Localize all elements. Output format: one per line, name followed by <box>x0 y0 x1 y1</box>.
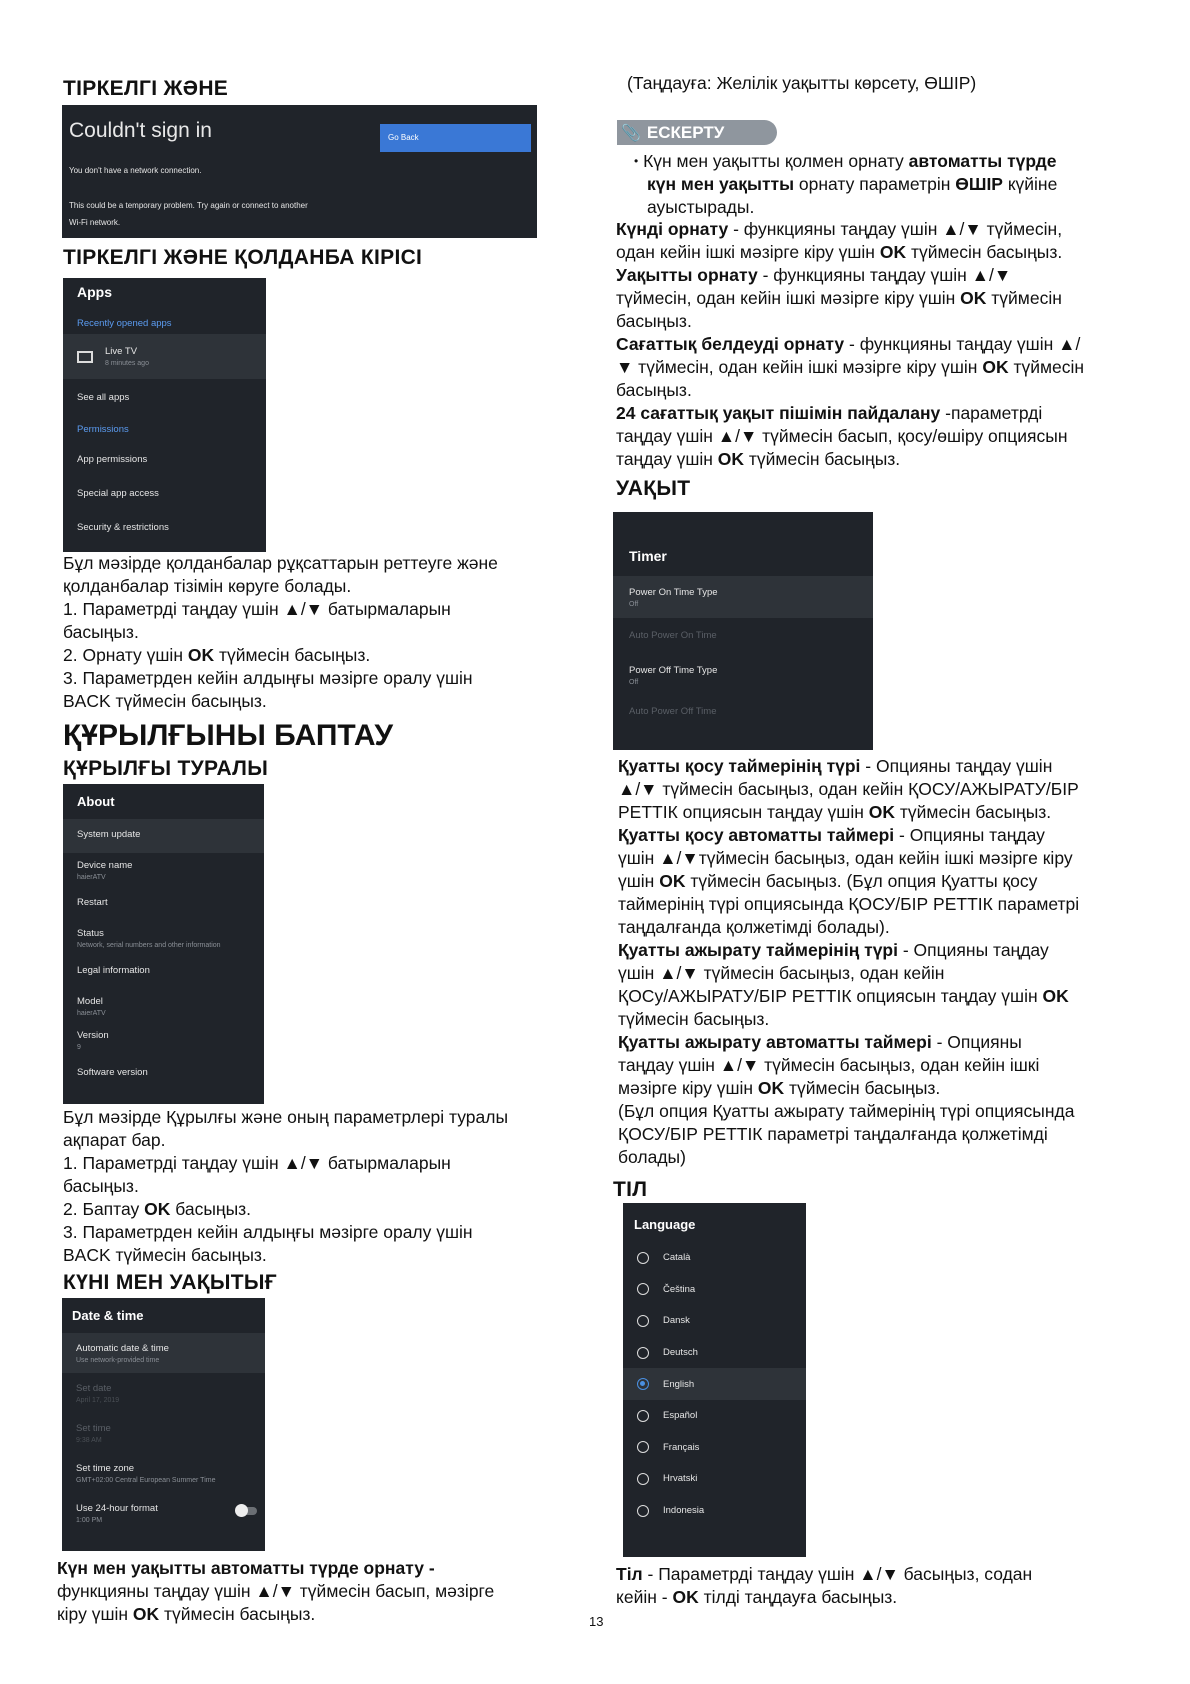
date-item-sub: 1:00 PM <box>76 1516 103 1524</box>
date-item-label: Set date <box>76 1382 112 1394</box>
about-step-3b: BACK түймесін басыңыз. <box>63 1245 267 1265</box>
date-item-label: Use 24-hour format <box>76 1502 158 1514</box>
radio-empty-icon[interactable] <box>637 1252 649 1264</box>
about-text-1: Бұл мәзірде Құрылғы және оның параметрлері туралы <box>63 1107 509 1127</box>
radio-empty-icon[interactable] <box>637 1283 649 1295</box>
language-option-label: Indonesia <box>663 1505 705 1517</box>
language-option[interactable] <box>623 1495 806 1527</box>
date-item-sub: April 17, 2019 <box>76 1396 120 1404</box>
language-option[interactable] <box>623 1274 806 1306</box>
language-option[interactable] <box>623 1337 806 1369</box>
language-option-label: English <box>663 1378 695 1390</box>
about-text-3: 1. Параметрді таңдау үшін ▲/▼ батырмаларын <box>63 1153 451 1173</box>
language-option-label: Čeština <box>663 1283 696 1295</box>
apps-header: Apps <box>77 284 112 300</box>
heading-device-setup: ҚҰРЫЛҒЫНЫ БАПТАУ <box>63 719 394 752</box>
timer-header: Timer <box>629 548 667 564</box>
live-tv-item[interactable] <box>63 334 266 379</box>
apps-description <box>63 552 563 713</box>
note-badge <box>617 120 777 145</box>
heading-timer: УАҚЫТ <box>616 477 691 500</box>
about-item[interactable] <box>63 819 264 853</box>
timer-item[interactable] <box>613 576 873 618</box>
about-item-label: Restart <box>77 897 108 908</box>
about-item-sub: haierATV <box>77 1009 106 1017</box>
about-item-sub: haierATV <box>77 873 106 881</box>
language-option[interactable] <box>623 1368 806 1400</box>
language-option[interactable] <box>623 1463 806 1495</box>
apps-step-3b: BACK түймесін басыңыз. <box>63 691 267 711</box>
about-text-4: басыңыз. <box>63 1176 139 1196</box>
special-access-item[interactable]: Special app access <box>77 487 159 499</box>
about-item-sub: 9 <box>77 1043 81 1051</box>
live-tv-sub: 8 minutes ago <box>105 360 149 367</box>
date-item[interactable] <box>62 1373 265 1413</box>
language-option[interactable] <box>623 1305 806 1337</box>
about-item-label: Status <box>77 927 104 939</box>
toggle-switch[interactable] <box>237 1507 257 1515</box>
date-item[interactable] <box>62 1493 265 1533</box>
radio-empty-icon[interactable] <box>637 1473 649 1485</box>
about-item[interactable] <box>63 1023 264 1057</box>
see-all-apps[interactable]: See all apps <box>77 391 130 403</box>
paperclip-icon: 📎 <box>621 125 641 142</box>
date-header: Date & time <box>72 1308 144 1323</box>
security-item[interactable]: Security & restrictions <box>77 521 169 533</box>
radio-empty-icon[interactable] <box>637 1505 649 1517</box>
about-item-label: Model <box>77 995 103 1007</box>
about-step-2: 2. Баптау OK басыңыз. <box>63 1199 252 1219</box>
timer-item-label: Auto Power On Time <box>629 630 717 641</box>
date-text-3: кіру үшін OK түймесін басыңыз. <box>57 1604 316 1624</box>
apps-step-3a: 3. Параметрден кейін алдыңғы мәзірге оралу үшін <box>63 668 473 688</box>
about-item-sub: Network, serial numbers and other information <box>77 941 221 949</box>
timer-item[interactable] <box>613 694 873 732</box>
note-text: • Күн мен уақытты қолмен орнату автоматты түрде күн мен уақытты орнату параметрін ӨШІР күйіне ауыстырады. <box>634 151 1058 217</box>
language-option-label: Français <box>663 1441 700 1453</box>
signin-line-2: This could be a temporary problem. Try again or connect to another <box>69 201 308 210</box>
go-back-button[interactable]: Go Back <box>380 124 531 152</box>
app-permissions-item[interactable]: App permissions <box>77 454 148 465</box>
toggle-knob <box>235 1504 248 1517</box>
about-item[interactable] <box>63 989 264 1023</box>
language-screenshot <box>623 1203 806 1557</box>
about-item-label: Device name <box>77 859 133 871</box>
apps-text-2: қолданбалар тізімін көруге болады. <box>63 576 352 596</box>
signin-line-1: You don't have a network connection. <box>69 166 202 175</box>
language-option-label: Español <box>663 1410 698 1422</box>
timer-item-label: Power On Time Type <box>629 586 718 598</box>
date-item-label: Set time zone <box>76 1462 135 1474</box>
about-item-label: Software version <box>77 1067 148 1078</box>
signin-screenshot <box>62 105 537 238</box>
language-option-label: Dansk <box>663 1315 690 1327</box>
timer-item-label: Auto Power Off Time <box>629 706 717 717</box>
date-text-1: Күн мен уақытты автоматты түрде орнату - <box>57 1558 435 1578</box>
date-text-2: функцияны таңдау үшін ▲/▼ түймесін басып, мәзірге <box>57 1581 495 1601</box>
date-item-sub: 9:38 AM <box>76 1436 102 1444</box>
signin-line-3: Wi-Fi network. <box>69 218 121 227</box>
about-header: About <box>77 794 115 809</box>
timer-item[interactable] <box>613 618 873 656</box>
date-settings-text: Күнді орнату - функцияны таңдау үшін ▲/▼ түймесін, одан кейін ішкі мәзірге кіру үшін OK түймесін басыңыз. Уақытты орнату - функцияны таңдау үшін ▲/▼ түймесін, одан кейін ішкі мәзірге кіру үшін OK түймесін басыңыз. Сағаттық белдеуді орнату - функцияны таңдау үшін ▲/ ▼ түймесін, одан кейін ішкі мәзірге кіру үшін OK түймесін басыңыз. 24 сағаттық уақыт пішімін пайдалану -параметрді таңдау үшін ▲/▼ түймесін басып, қосу/өшіру опциясын таңдау үшін OK түймесін басыңыз. <box>616 219 1085 469</box>
signin-title: Couldn't sign in <box>69 119 212 142</box>
timer-item-sub: Off <box>629 678 639 686</box>
heading-about-device: ҚҰРЫЛҒЫ ТУРАЛЫ <box>63 757 269 780</box>
language-header: Language <box>634 1217 696 1232</box>
about-item[interactable] <box>63 921 264 955</box>
about-item-label: Legal information <box>77 965 150 976</box>
permissions-category: Permissions <box>77 423 129 435</box>
apps-text-3: 1. Параметрді таңдау үшін ▲/▼ батырмаларын <box>63 599 451 619</box>
timer-description: Қуатты қосу таймерінің түрі - Опцияны таңдау үшін ▲/▼ түймесін басыңыз, одан кейін ҚОСУ/АЖЫРАТУ/БІР РЕТТІК опциясын таңдау үшін OK түймесін басыңыз. Қуатты қосу автоматты таймері - Опцияны таңдау үшін ▲/▼түймесін басыңыз, одан кейін ішкі мәзірге кіру үшін OK түймесін басыңыз. (Бұл опция Қуатты қосу таймерінің түрі опциясында ҚОСУ/БІР РЕТТІК параметрі таңдалғанда қолжетімді болады). Қуатты ажырату таймерінің түрі - Опцияны таңдау үшін ▲/▼ түймесін басыңыз, одан кейін ҚОСу/АЖЫРАТУ/БІР РЕТТІК опциясын таңдау үшін OK түймесін басыңыз. Қуатты ажырату автоматты таймері - Опцияны таңдау үшін ▲/▼ түймесін басыңыз, одан кейін ішкі мәзірге кіру үшін OK түймесін басыңыз. (Бұл опция Қуатты ажырату таймерінің түрі опциясында ҚОСУ/БІР РЕТТІК параметрі таңдалғанда қолжетімді болады) <box>618 756 1080 1167</box>
live-tv-label: Live TV <box>105 346 138 357</box>
date-item[interactable] <box>62 1453 265 1493</box>
date-item-sub: Use network-provided time <box>76 1356 160 1364</box>
language-option[interactable] <box>623 1400 806 1432</box>
date-item[interactable] <box>62 1333 265 1373</box>
heading-account: ТІРКЕЛГІ ЖӘНЕ <box>63 77 229 100</box>
radio-selected-icon[interactable] <box>637 1378 649 1390</box>
about-description <box>63 1106 563 1267</box>
date-item-label: Set time <box>76 1422 111 1434</box>
date-screenshot <box>62 1298 265 1551</box>
timer-item[interactable] <box>613 656 873 694</box>
recent-apps-category: Recently opened apps <box>77 317 172 329</box>
about-step-3a: 3. Параметрден кейін алдыңғы мәзірге оралу үшін <box>63 1222 473 1242</box>
date-item[interactable] <box>62 1413 265 1453</box>
about-item-label: System update <box>77 829 141 840</box>
language-option[interactable] <box>623 1242 806 1274</box>
note-label: ЕСКЕРТУ <box>646 123 725 142</box>
radio-empty-icon[interactable] <box>637 1347 649 1359</box>
timer-item-sub: Off <box>629 600 639 608</box>
apps-text-1: Бұл мәзірде қолданбалар рұқсаттарын реттеуге және <box>63 553 498 573</box>
date-item-sub: GMT+02:00 Central European Summer Time <box>76 1476 216 1484</box>
tv-icon <box>77 351 93 363</box>
heading-account-apps: ТІРКЕЛГІ ЖӘНЕ ҚОЛДАНБА КІРІСІ <box>63 246 423 269</box>
heading-date-time: КҮНІ МЕН УАҚЫТЫҒ <box>63 1271 277 1294</box>
page-number: 13 <box>589 1614 604 1629</box>
language-description: Тіл - Параметрді таңдау үшін ▲/▼ басыңыз, содан кейін - OK тілді таңдауға басыңыз. <box>616 1564 1033 1607</box>
about-item-label: Version <box>77 1029 109 1041</box>
about-text-2: ақпарат бар. <box>63 1130 166 1150</box>
language-option-label: Català <box>663 1252 691 1264</box>
language-option[interactable] <box>623 1432 806 1464</box>
about-item[interactable] <box>63 955 264 989</box>
about-item[interactable] <box>63 853 264 887</box>
apps-text-4: басыңыз. <box>63 622 139 642</box>
radio-empty-icon[interactable] <box>637 1441 649 1453</box>
timer-screenshot <box>613 512 873 750</box>
radio-empty-icon[interactable] <box>637 1315 649 1327</box>
option-line: (Таңдауға: Желілік уақытты көрсету, ӨШІР) <box>627 73 977 93</box>
timer-item-label: Power Off Time Type <box>629 664 718 676</box>
about-screenshot <box>63 784 264 1104</box>
apps-screenshot <box>63 278 266 552</box>
about-item[interactable] <box>63 887 264 921</box>
language-option-label: Deutsch <box>663 1347 698 1359</box>
about-item[interactable] <box>63 1057 264 1091</box>
date-description <box>57 1557 577 1626</box>
language-option-label: Hrvatski <box>663 1473 698 1485</box>
heading-language: ТІЛ <box>613 1178 648 1201</box>
apps-step-2: 2. Орнату үшін OK түймесін басыңыз. <box>63 645 371 665</box>
date-item-label: Automatic date & time <box>76 1342 169 1354</box>
radio-empty-icon[interactable] <box>637 1410 649 1422</box>
